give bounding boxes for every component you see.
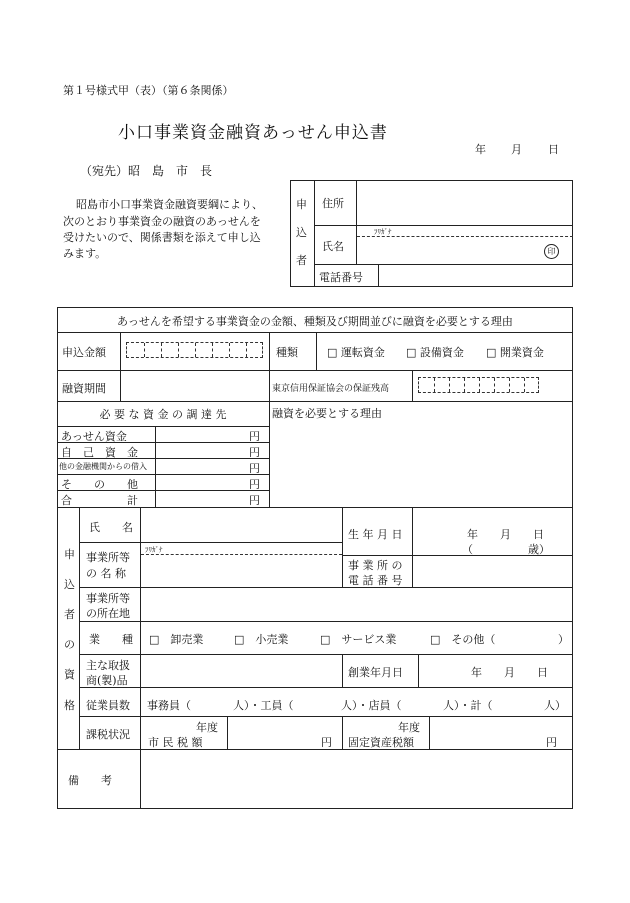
products-label-2: 商(製)品	[86, 674, 128, 687]
founded-label: 創業年月日	[348, 666, 403, 679]
guarantee-field[interactable]	[418, 377, 539, 393]
founded-ymd[interactable]: 年 月 日	[471, 666, 548, 679]
employees-total[interactable]: 人）・計（	[443, 699, 493, 712]
office-addr-label-2: の所在地	[86, 607, 130, 620]
office-phone-label-1: 事 業 所 の	[348, 559, 403, 572]
qual-side-6: 格	[64, 699, 75, 712]
page-title: 小口事業資金融資あっせん申込書	[118, 123, 388, 143]
period-field[interactable]	[121, 371, 268, 400]
reason-label: 融資を必要とする理由	[272, 407, 382, 420]
industry-service-checkbox[interactable]: □ サービス業	[320, 633, 397, 646]
guarantee-label: 東京信用保証協会の保証残高	[272, 384, 390, 394]
name-field[interactable]	[357, 238, 537, 263]
tax-label: 課税状況	[86, 728, 130, 741]
type-equipment-checkbox[interactable]: □ 設備資金	[406, 346, 464, 359]
office-name-label-1: 事業所等	[86, 551, 130, 564]
city-tax-yen: 円	[321, 736, 332, 749]
industry-retail-checkbox[interactable]: □ 小売業	[234, 633, 289, 646]
funding-row-label: そ の 他	[61, 478, 138, 491]
city-tax-label: 市 民 税 額	[148, 736, 203, 749]
addressee: （宛先）昭 島 市 長	[80, 164, 213, 178]
applicant-side-2: 込	[296, 226, 307, 239]
employees-close: 人）	[544, 699, 566, 712]
funding-row-label: 他の金融機関からの借入	[59, 462, 147, 471]
date-day: 日	[548, 143, 559, 156]
office-phone-label-2: 電 話 番 号	[348, 574, 403, 587]
applicant-side-1: 申	[296, 198, 307, 211]
industry-other-checkbox[interactable]: □ その他（	[430, 633, 496, 646]
type-operating-checkbox[interactable]: □ 運転資金	[327, 346, 385, 359]
qual-name-label: 氏 名	[89, 521, 133, 534]
birth-ymd[interactable]: 年 月 日	[467, 528, 544, 541]
funding-row-unit: 円	[249, 430, 260, 443]
intro-line-2: 次のとおり事業資金の融資のあっせんを	[63, 215, 261, 228]
address-field[interactable]	[357, 181, 572, 224]
funding-row-label: 合 計	[61, 494, 138, 507]
birth-age[interactable]: （ 歳）	[462, 543, 550, 556]
employees-label: 従業員数	[86, 699, 130, 712]
furigana-label: ﾌﾘｶﾞﾅ	[374, 228, 392, 236]
qual-side-5: 資	[64, 668, 75, 681]
funding-row-label: あっせん資金	[61, 430, 127, 443]
date-month: 月	[511, 143, 522, 156]
products-label-1: 主な取扱	[86, 659, 130, 672]
office-phone-field[interactable]	[413, 556, 572, 586]
request-header: あっせんを希望する事業資金の金額、種類及び期間並びに融資を必要とする理由	[117, 315, 513, 328]
applicant-side-3: 者	[296, 254, 307, 267]
fixed-tax-field[interactable]	[430, 717, 542, 748]
funding-header: 必 要 な 資 金 の 調 達 先	[99, 408, 227, 421]
fixed-tax-yen: 円	[546, 736, 557, 749]
office-name-field[interactable]	[141, 556, 341, 586]
industry-label: 業 種	[89, 633, 133, 646]
fixed-tax-year: 年度	[398, 721, 420, 734]
intro-line-1: 昭島市小口事業資金融資要綱により、	[76, 198, 263, 211]
qual-name-field[interactable]	[141, 508, 341, 542]
intro-line-3: 受けたいので、関係書類を添えて申し込	[63, 231, 261, 244]
phone-label: 電話番号	[319, 271, 363, 284]
products-field[interactable]	[141, 655, 341, 686]
reason-field[interactable]	[272, 421, 570, 505]
office-addr-field[interactable]	[141, 588, 572, 620]
amount-field[interactable]	[126, 342, 263, 358]
address-label: 住所	[322, 197, 344, 210]
funding-row-unit: 円	[249, 446, 260, 459]
qual-furigana: ﾌﾘｶﾞﾅ	[145, 546, 163, 554]
type-startup-checkbox[interactable]: □ 開業資金	[486, 346, 544, 359]
industry-other-close: ）	[558, 633, 569, 646]
amount-label: 申込金額	[62, 346, 106, 359]
remarks-field[interactable]	[141, 750, 572, 808]
funding-row-unit: 円	[249, 494, 260, 507]
employees-factory[interactable]: 人）・工員（	[233, 699, 294, 712]
type-label: 種類	[276, 346, 298, 359]
industry-wholesale-checkbox[interactable]: □ 卸売業	[149, 633, 204, 646]
qual-side-3: 者	[64, 608, 75, 621]
intro-line-4: みます。	[63, 247, 107, 260]
birth-label: 生 年 月 日	[348, 528, 403, 541]
form-label: 第１号様式甲（表）（第６条関係）	[63, 84, 234, 97]
office-name-label-2: の 名 称	[86, 567, 126, 580]
employees-office[interactable]: 事務員（	[147, 699, 191, 712]
office-addr-label-1: 事業所等	[86, 592, 130, 605]
city-tax-year: 年度	[196, 721, 218, 734]
fixed-tax-label: 固定資産税額	[348, 736, 414, 749]
name-label: 氏名	[322, 240, 344, 253]
phone-field[interactable]	[379, 265, 572, 286]
qual-side-1: 申	[64, 548, 75, 561]
funding-row-unit: 円	[249, 462, 260, 475]
remarks-label: 備 考	[68, 774, 112, 787]
employees-store[interactable]: 人）・店員（	[341, 699, 402, 712]
qual-side-4: の	[64, 638, 75, 651]
qual-side-2: 込	[64, 578, 75, 591]
funding-row-unit: 円	[249, 478, 260, 491]
date-year: 年	[475, 143, 486, 156]
seal-mark: 印	[544, 244, 559, 259]
city-tax-field[interactable]	[228, 717, 341, 748]
funding-row-label: 自 己 資 金	[61, 446, 138, 459]
period-label: 融資期間	[62, 382, 106, 395]
